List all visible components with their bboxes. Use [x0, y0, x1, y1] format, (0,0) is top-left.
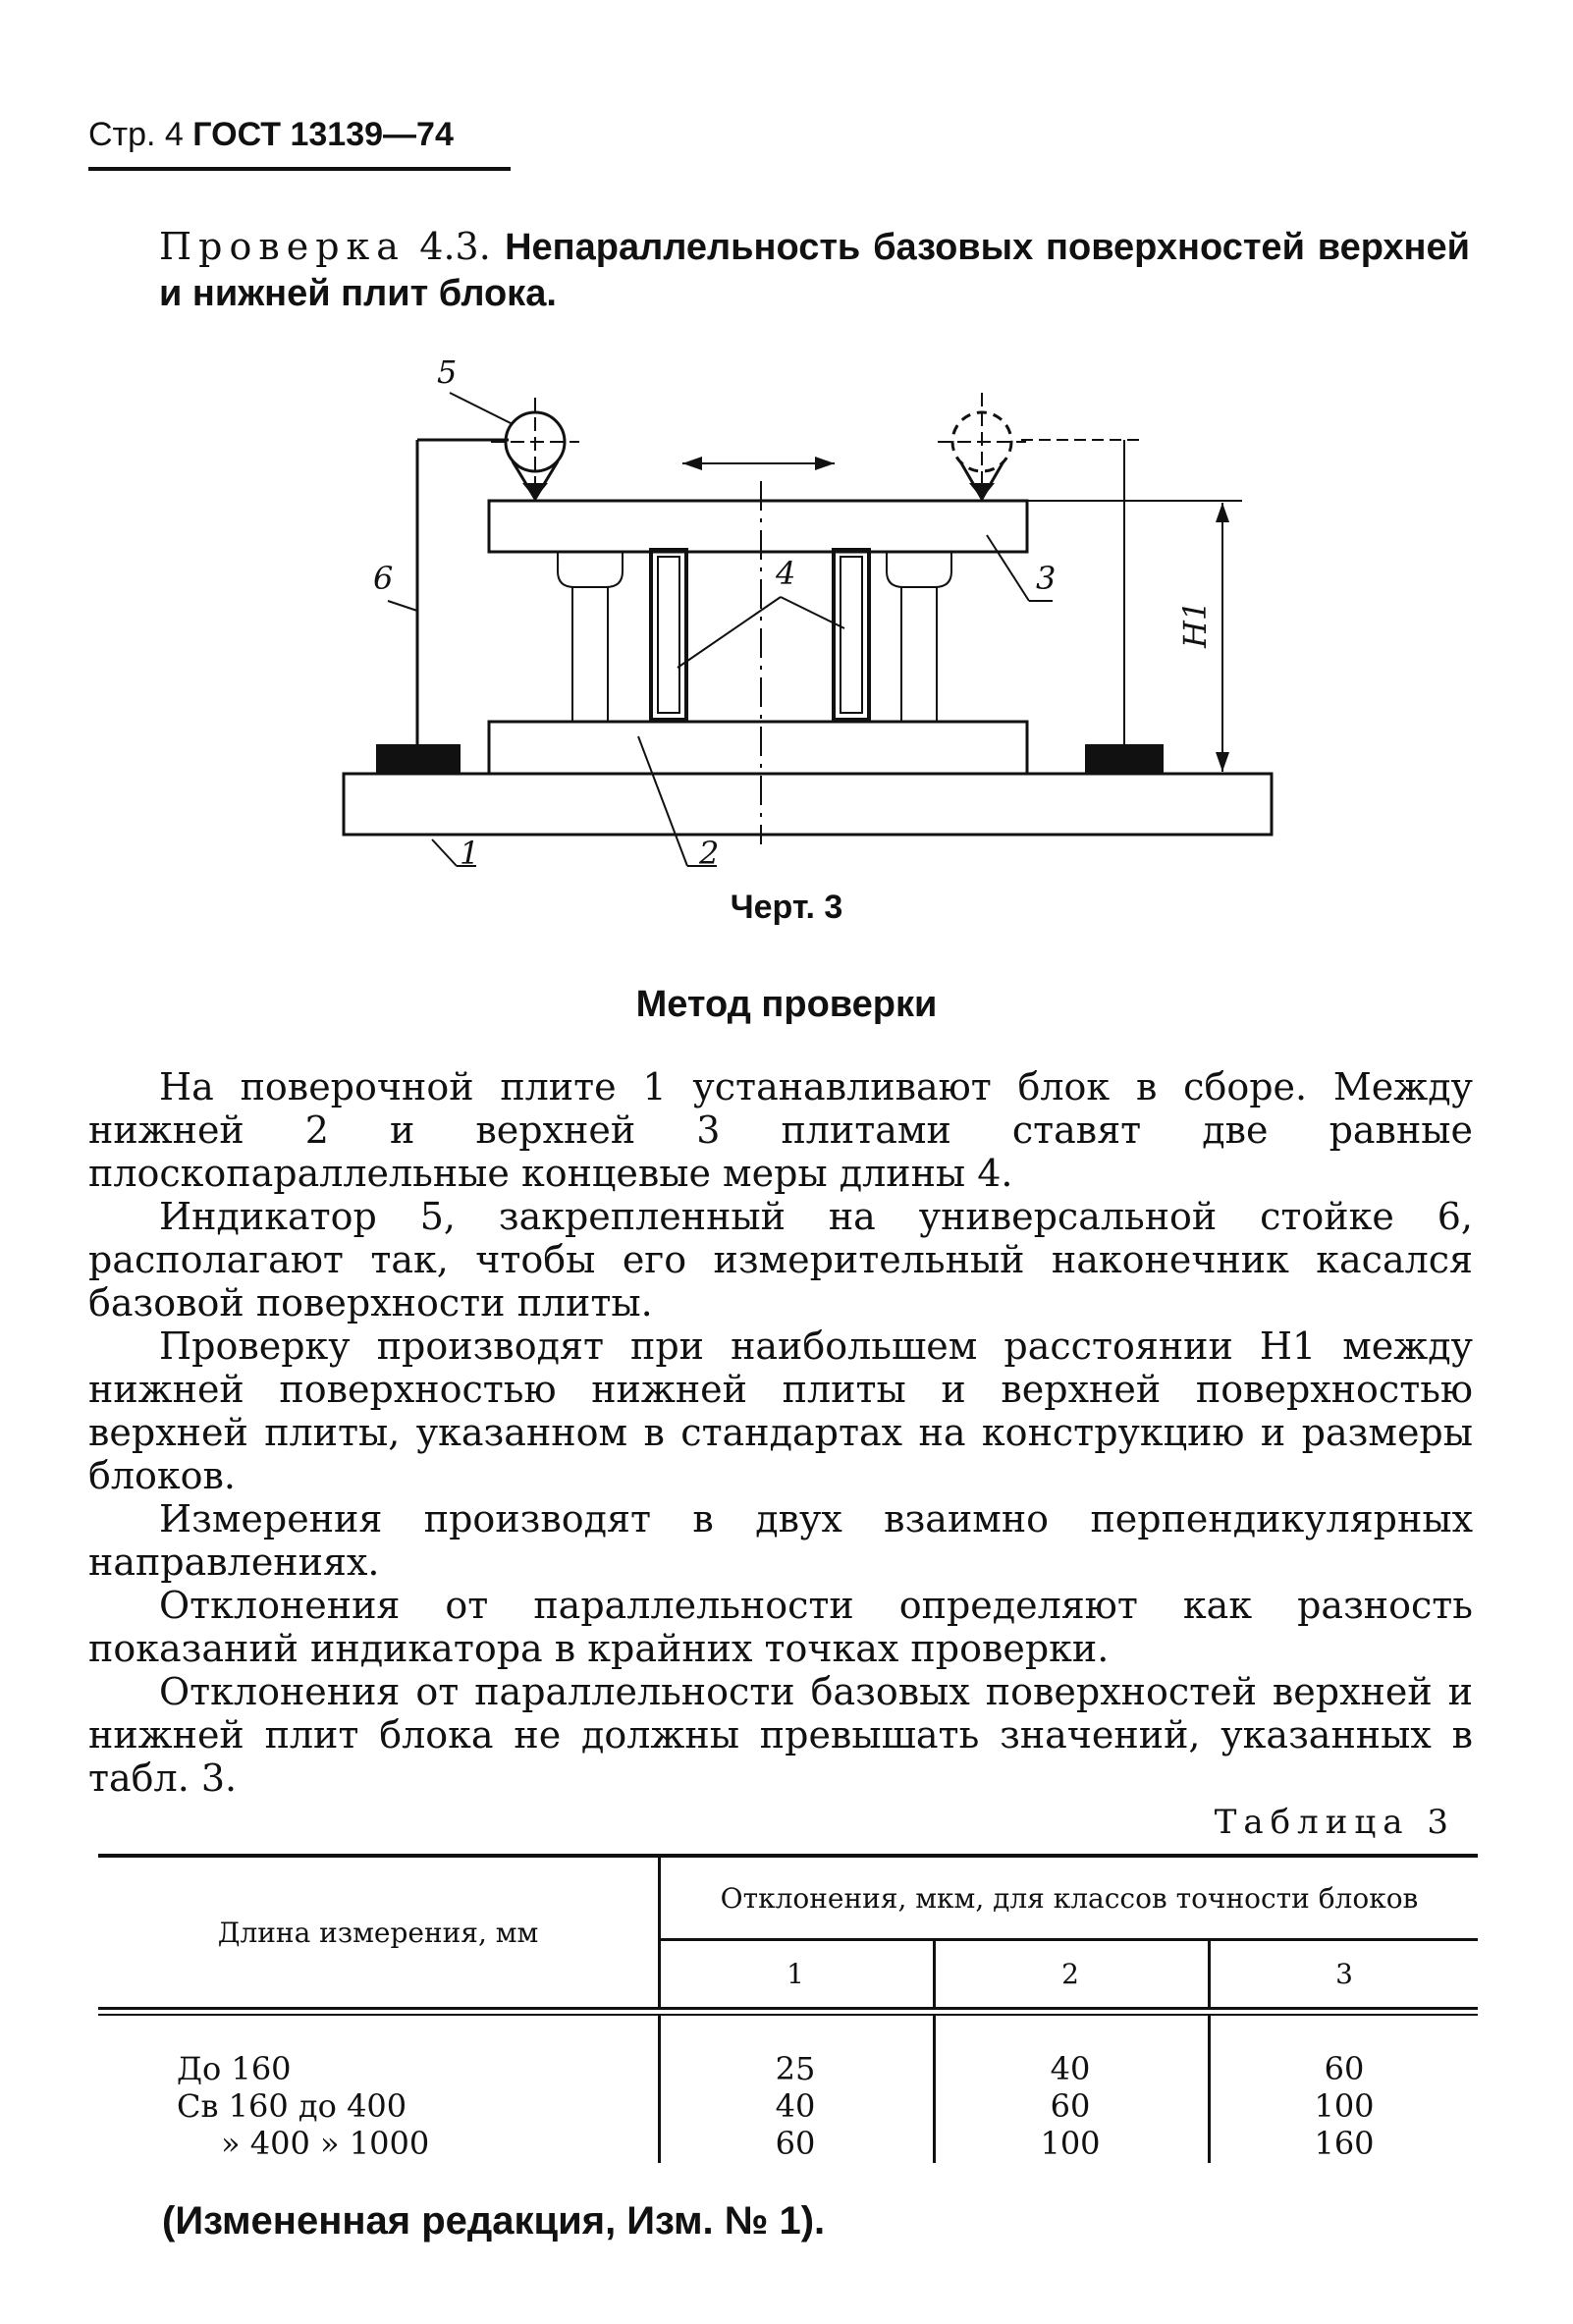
- method-paragraph: Индикатор 5, закрепленный на универсальной стойке 6, располагают так, чтобы его измерительный наконечник касался базовой поверхности плиты.: [88, 1195, 1473, 1324]
- method-paragraph: Отклонения от параллельности определяют как разность показаний индикатора в крайних точках проверки.: [88, 1584, 1473, 1670]
- check-title: [159, 224, 1470, 316]
- method-body: [88, 1065, 1473, 1800]
- fig-label-3: 3: [1036, 560, 1057, 597]
- fig-label-6: 6: [373, 560, 394, 597]
- table-cell: 60: [1050, 2087, 1091, 2125]
- check-label: Проверка: [159, 225, 406, 268]
- table-header-length: Длина измерения, мм: [217, 1916, 539, 1949]
- fig-label-5: 5: [437, 353, 458, 391]
- fig-label-2: 2: [699, 835, 720, 872]
- table-cell: 60: [775, 2125, 816, 2162]
- table-cell: 40: [1050, 2050, 1091, 2087]
- method-paragraph: Отклонения от параллельности базовых поверхностей верхней и нижней плит блока не должны превышать значений, указанных в табл. 3.: [88, 1670, 1473, 1800]
- header-rule: [88, 167, 511, 171]
- method-paragraph: На поверочной плите 1 устанавливают блок в сборе. Между нижней 2 и верхней 3 плитами ставят две равные плоскопараллельные концевые меры длины 4.: [88, 1065, 1473, 1195]
- table-header-class-2: 2: [1061, 1958, 1079, 1990]
- table-row-1-length: До 160: [177, 2050, 292, 2087]
- surface-plate: [344, 774, 1272, 835]
- fig-label-4: 4: [776, 555, 796, 592]
- table-cell: 40: [775, 2087, 816, 2125]
- lower-plate: [489, 722, 1027, 774]
- table-3: [98, 1854, 1478, 2163]
- table-cell: 25: [775, 2050, 816, 2087]
- table-header-class-1: 1: [786, 1958, 804, 1990]
- amendment-note: (Измененная редакция, Изм. № 1).: [162, 2199, 826, 2243]
- table-caption: Таблица 3: [1214, 1803, 1455, 1842]
- page-header: [88, 116, 454, 154]
- figure-caption: Черт. 3: [730, 889, 843, 926]
- figure-drawing: [0, 344, 1573, 874]
- method-heading: Метод проверки: [635, 984, 938, 1025]
- method-paragraph: Проверку производят при наибольшем расстоянии H1 между нижней поверхностью нижней плиты и верхней поверхностью верхней плиты, указанном в стандартах на конструкцию и размеры блоков.: [88, 1324, 1473, 1497]
- upper-plate: [489, 501, 1027, 552]
- page-label: Стр. 4: [88, 116, 184, 153]
- table-row-3-length: » 400 » 1000: [221, 2125, 430, 2162]
- fig-label-1: 1: [460, 835, 480, 872]
- table-cell: 160: [1314, 2125, 1375, 2162]
- check-number: 4.3.: [419, 225, 491, 268]
- table-cell: 100: [1040, 2125, 1101, 2162]
- method-paragraph: Измерения производят в двух взаимно перпендикулярных направлениях.: [88, 1497, 1473, 1584]
- table-cell: 60: [1324, 2050, 1365, 2087]
- table-cell: 100: [1314, 2087, 1375, 2125]
- table-row-2-length: Св 160 до 400: [177, 2087, 407, 2125]
- table-header-class-3: 3: [1335, 1958, 1353, 1990]
- check-heading: Непараллельность базовых поверхностей верхней и нижней плит блока.: [159, 227, 1470, 314]
- standard-number: ГОСТ 13139—74: [192, 116, 454, 153]
- fig-dimension-h1: H1: [1176, 600, 1214, 648]
- table-header-deviations: Отклонения, мкм, для классов точности блоков: [720, 1881, 1419, 1915]
